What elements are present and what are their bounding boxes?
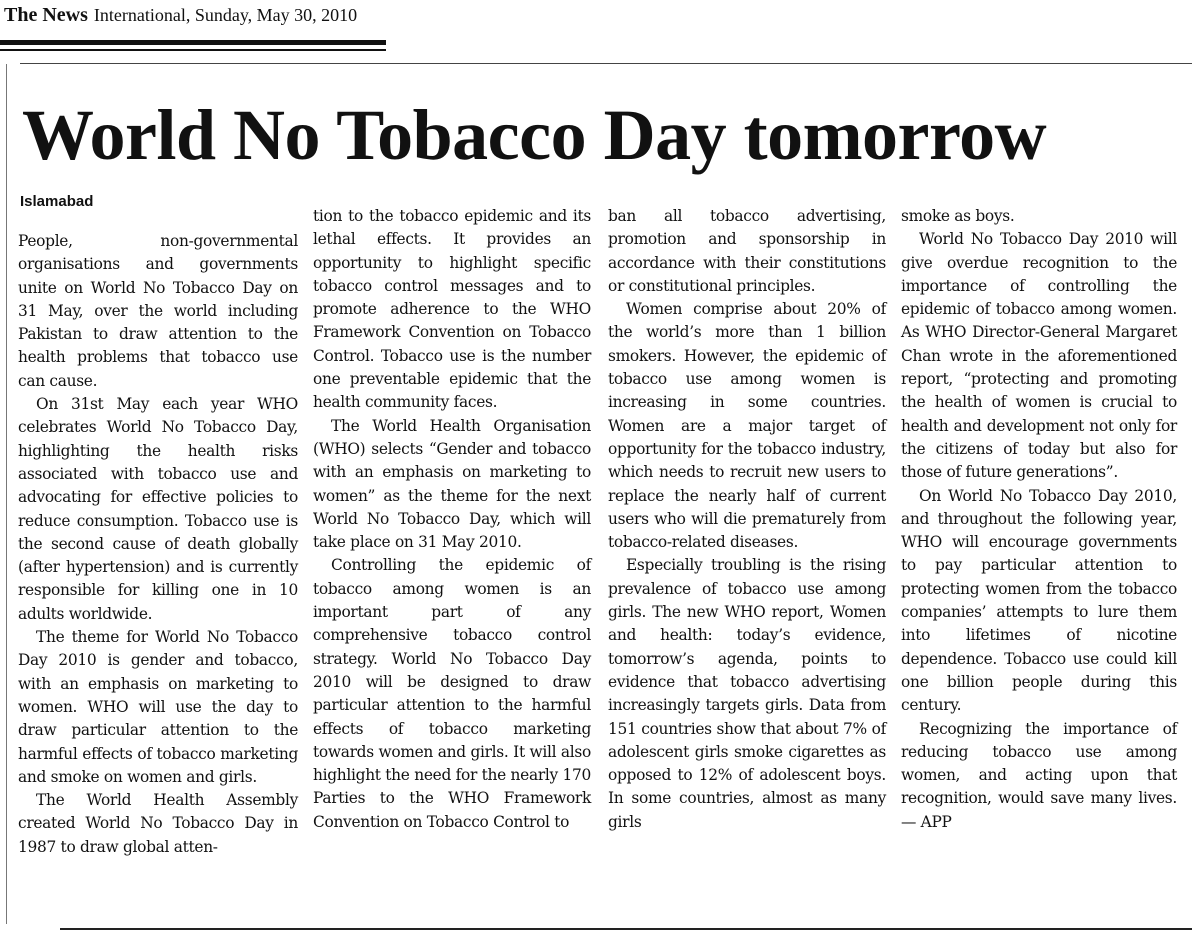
paragraph: Women comprise about 20% of the world’s more than 1 billion smokers. However, the epidemic of tobacco use among women is increasing in some countries. Women are a major target of opportunity for the tobacco industry, which needs to recruit new users to replace the nearly half of current users who will die prematurely from tobacco-related diseases. <box>608 300 886 552</box>
masthead <box>4 4 357 26</box>
paragraph: The theme for World No Tobacco Day 2010 is gender and tobacco, with an emphasis on marketing to women. WHO will use the day to draw particular attention to the harmful effects of tobacco marketing and smoke on women and girls. <box>18 628 298 786</box>
article-column-4 <box>901 205 1177 834</box>
article-left-border <box>6 64 7 924</box>
edition-date: International, Sunday, May 30, 2010 <box>93 5 358 25</box>
dateline: Islamabad <box>20 193 94 210</box>
paragraph: tion to the tobacco epidemic and its lethal effects. It provides an opportunity to highlight specific tobacco control messages and to promote adherence to the WHO Framework Convention on Tobacco Control. Tobacco use is the number one preventable epidemic that the health community faces. <box>313 207 591 412</box>
article-column-3 <box>608 205 886 834</box>
paragraph: On 31st May each year WHO celebrates World No Tobacco Day, highlighting the health risks associated with tobacco use and advocating for effective policies to reduce consumption. Tobacco use is the second cause of death globally (after hypertension) and is currently responsible for killing one in 10 adults worldwide. <box>18 395 298 623</box>
masthead-rule-thick <box>0 40 386 45</box>
article-column-1 <box>18 230 298 859</box>
paragraph: ban all tobacco advertising, promotion and sponsorship in accordance with their constitutions or constitutional principles. <box>608 207 886 295</box>
article-bottom-border <box>60 928 1192 930</box>
paragraph: Recognizing the importance of reducing tobacco use among women, and acting upon that recognition, would save many lives. — APP <box>901 719 1177 831</box>
paragraph: On World No Tobacco Day 2010, and throughout the following year, WHO will encourage governments to pay particular attention to protecting women from the tobacco companies’ attempts to lure them into lifetimes of nicotine dependence. Tobacco use could kill one billion people during this century. <box>901 486 1177 715</box>
masthead-rule-thin <box>0 49 386 51</box>
paragraph: Especially troubling is the rising prevalence of tobacco use among girls. The new WHO report, Women and health: today’s evidence, tomorrow’s agenda, points to evidence that tobacco advertising increasingly targets girls. Data from 151 countries show that about 7% of adolescent girls smoke cigarettes as opposed to 12% of adolescent boys. In some countries, almost as many girls <box>608 556 886 831</box>
article-column-2 <box>313 205 591 834</box>
paragraph: The World Health Organisation (WHO) selects “Gender and tobacco with an emphasis on marketing to women” as the theme for the next World No Tobacco Day, which will take place on 31 May 2010. <box>313 416 591 552</box>
headline: World No Tobacco Day tomorrow <box>22 95 1047 175</box>
paragraph: World No Tobacco Day 2010 will give overdue recognition to the importance of controlling the epidemic of tobacco among women. As WHO Director-General Margaret Chan wrote in the aforementioned report, “protecting and promoting the health of women is crucial to health and development not only for the citizens of today but also for those of future generations”. <box>901 230 1177 482</box>
paragraph: smoke as boys. <box>901 207 1015 225</box>
paragraph: The World Health Assembly created World No Tobacco Day in 1987 to draw global atten- <box>18 791 298 856</box>
paragraph: Controlling the epidemic of tobacco among women is an important part of any comprehensive tobacco control strategy. World No Tobacco Day 2010 will be designed to draw particular attention to the harmful effects of tobacco marketing towards women and girls. It will also highlight the need for the nearly 170 Parties to the WHO Framework Convention on Tobacco Control to <box>313 556 591 831</box>
paragraph: People, non-governmental organisations and governments unite on World No Tobacco Day on 31 May, over the world including Pakistan to draw attention to the health problems that tobacco use can cause. <box>18 232 298 390</box>
article-top-border <box>20 63 1192 64</box>
newspaper-name: The News <box>4 4 88 26</box>
